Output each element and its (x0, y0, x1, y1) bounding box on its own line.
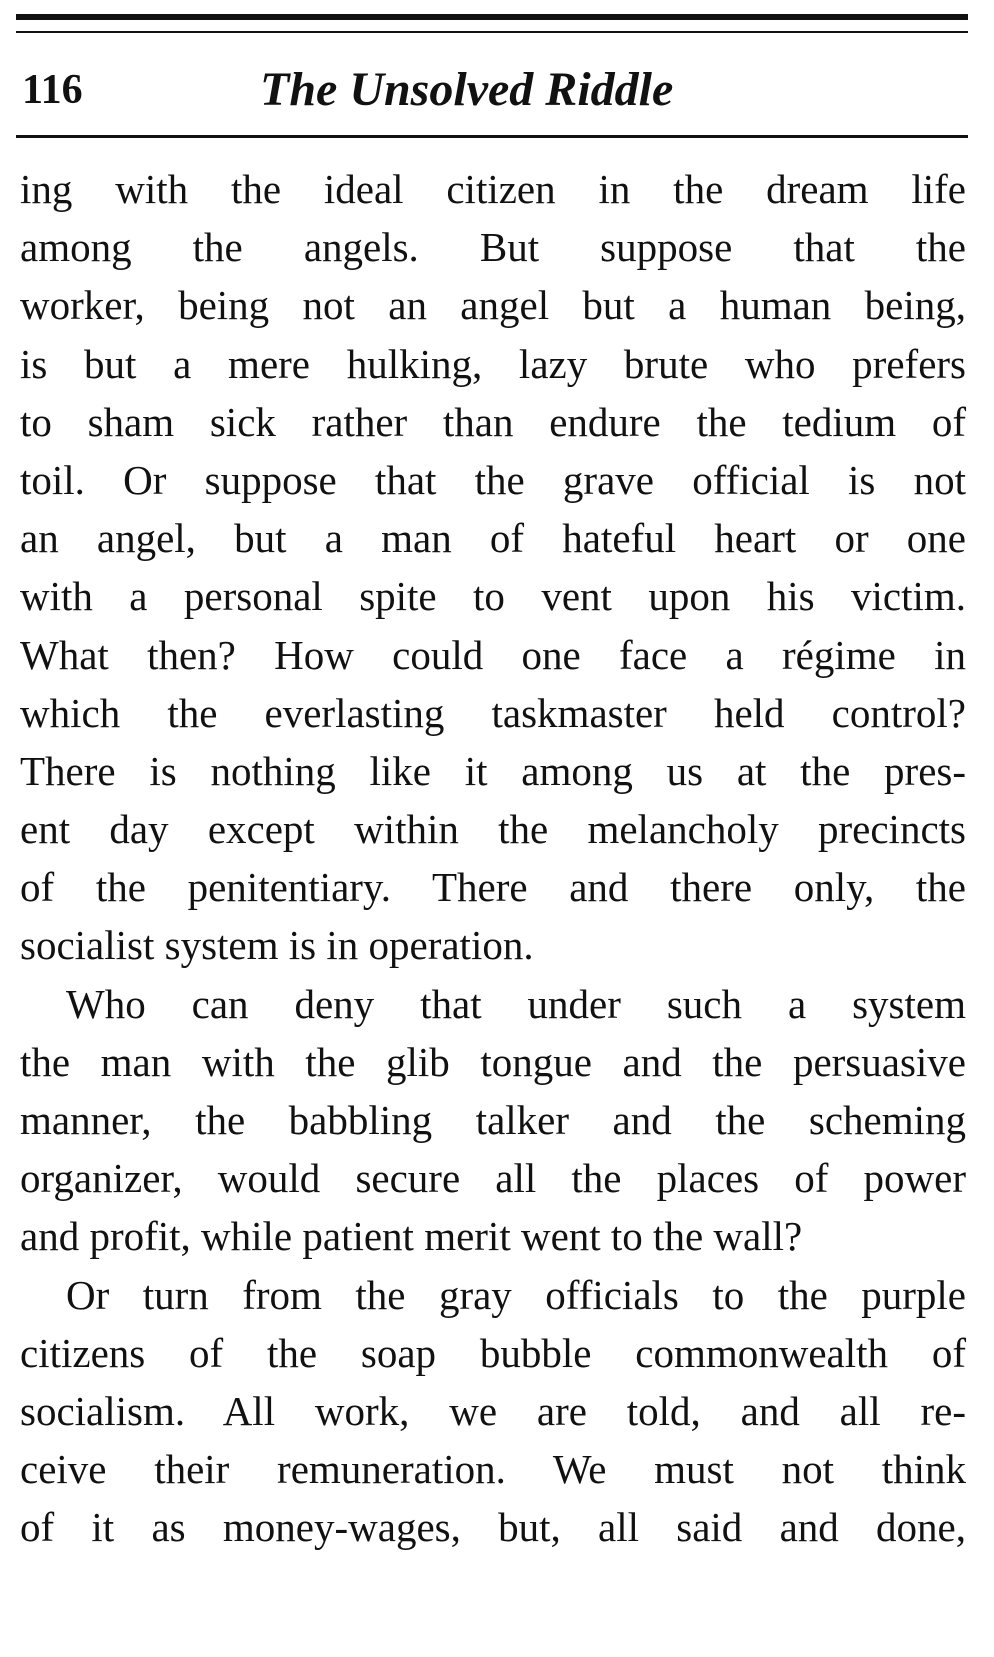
text-line: an angel, but a man of hateful heart or one (20, 515, 966, 562)
text-line: among the angels. But suppose that the (20, 224, 966, 271)
text-line: of it as money-wages, but, all said and done, (20, 1504, 966, 1551)
text-line: ing with the ideal citizen in the dream life (20, 166, 966, 212)
page-header (20, 58, 968, 118)
body-text (20, 160, 966, 1557)
text-line: worker, being not an angel but a human being, (20, 282, 966, 329)
text-line: toil. Or suppose that the grave official is not (20, 456, 966, 503)
text-line: ent day except within the melancholy precincts (20, 806, 966, 853)
text-line: There is nothing like it among us at the pres- (20, 747, 966, 794)
text-line: the man with the glib tongue and the persuasive (20, 1038, 966, 1085)
text-line: organizer, would secure all the places of power (20, 1155, 966, 1202)
paragraph-2 (20, 975, 966, 1266)
text-line: What then? How could one face a régime in (20, 631, 966, 678)
header-rule (16, 135, 968, 138)
text-line: ceive their remuneration. We must not think (20, 1446, 966, 1493)
text-line: which the everlasting taskmaster held control? (20, 689, 966, 736)
paragraph-1 (20, 160, 966, 975)
top-rule-thick (16, 14, 968, 20)
text-line: is but a mere hulking, lazy brute who prefers (20, 340, 966, 387)
text-line: of the penitentiary. There and there only, the (20, 864, 966, 911)
page-number: 116 (22, 67, 83, 113)
text-line: socialism. All work, we are told, and all re- (20, 1387, 966, 1434)
text-line: and profit, while patient merit went to the wall? (20, 1213, 803, 1260)
text-line: Or turn from the gray officials to the purple (66, 1271, 966, 1318)
running-title: The Unsolved Riddle (260, 63, 674, 116)
text-line: to sham sick rather than endure the tedium of (20, 398, 966, 445)
text-line: with a personal spite to vent upon his victim. (20, 573, 966, 620)
text-line: Who can deny that under such a system (66, 980, 966, 1027)
paragraph-3 (20, 1266, 966, 1557)
text-line: socialist system is in operation. (20, 922, 534, 969)
text-line: citizens of the soap bubble commonwealth of (20, 1329, 966, 1376)
text-line: manner, the babbling talker and the scheming (20, 1097, 966, 1143)
top-rule-thin (16, 31, 968, 33)
